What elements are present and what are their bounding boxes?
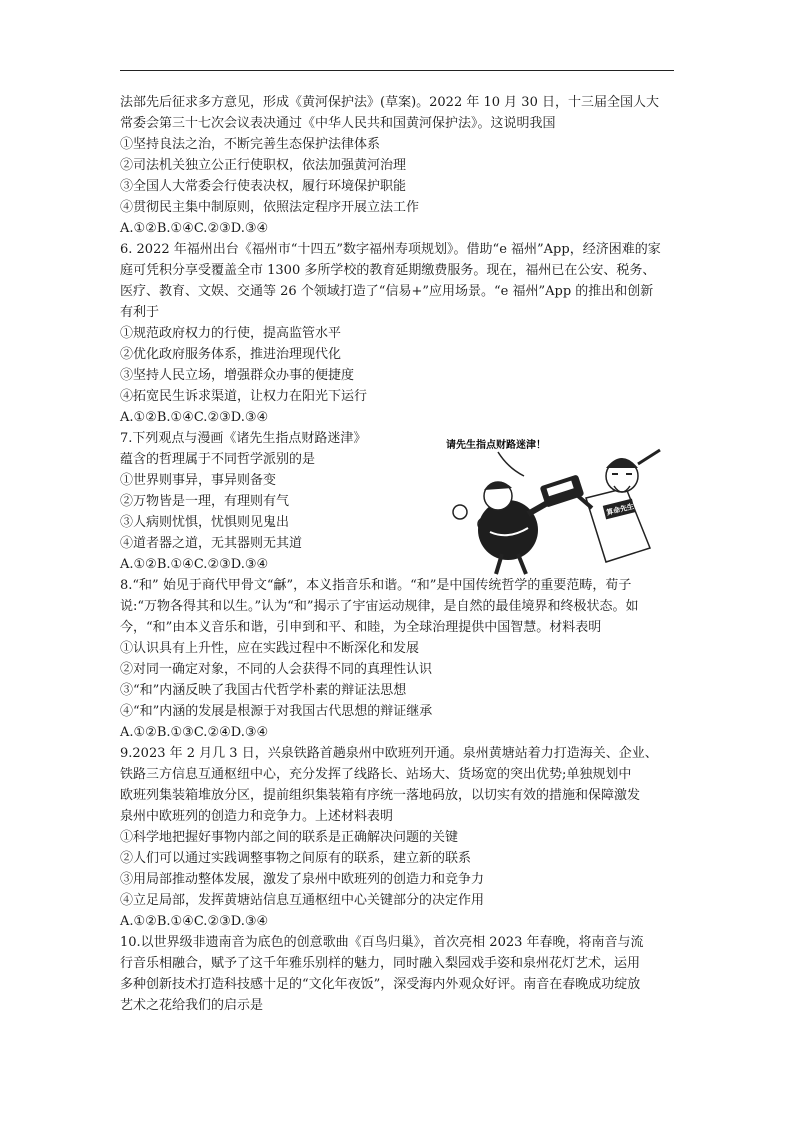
header-rule [120, 70, 674, 71]
question-stem-line: 泉州中欧班列的创造力和竞争力。上述材料表明 [120, 809, 394, 824]
question-stem-line: 法部先后征求多方意见，形成《黄河保护法》(草案)。2022 年 10 月 30 日，十三届全国人大 [120, 95, 659, 110]
question-stem-line: 行音乐相融合，赋予了这千年雅乐别样的魅力，同时融入梨园戏手姿和泉州花灯艺术，运用 [120, 956, 641, 971]
option-2: ②司法机关独立公正行使职权，依法加强黄河治理 [120, 158, 407, 173]
question-stem-line: 常委会第三十七次会议表决通过《中华人民共和国黄河保护法》。这说明我国 [120, 116, 556, 131]
option-4: ④贯彻民主集中制原则，依照法定程序开展立法工作 [120, 200, 420, 215]
answer-choices: A.①②B.①③C.②④D.③④ [120, 725, 269, 740]
answer-choices: A.①②B.①④C.②③D.③④ [120, 221, 269, 236]
question-stem-line: 10.以世界级非遗南音为底色的创意歌曲《百鸟归巢》，首次亮相 2023 年春晚，将南音与流 [120, 935, 644, 950]
speech-line [498, 452, 524, 476]
option-4: ④拓宽民生诉求渠道，让权力在阳光下运行 [120, 389, 368, 404]
exam-page [120, 92, 676, 1016]
option-2: ②优化政府服务体系，推进治理现代化 [120, 347, 342, 362]
money-box-icon [540, 474, 585, 507]
option-2: ②对同一确定对象，不同的人会获得不同的真理性认识 [120, 662, 433, 677]
question-stem-line: 说:“万物各得其和以生。”认为“和”揭示了宇宙运动规律，是自然的最佳境界和终极状态。如 [120, 599, 639, 614]
question-stem-line: 庭可凭积分享受覆盖全市 1300 多所学校的教育延期缴费服务。现在，福州已在公安、税务、 [120, 263, 656, 278]
question-stem-line: 7.下列观点与漫画《诸先生指点财路迷津》 [120, 431, 367, 446]
question-7 [120, 428, 676, 575]
cartoon-caption: 请先生指点财路迷津！ [446, 440, 546, 451]
option-3: ③用局部推动整体发展，激发了泉州中欧班列的创造力和竞争力 [120, 872, 485, 887]
question-stem-line: 艺术之花给我们的启示是 [120, 998, 264, 1013]
option-1: ①世界则事异，事异则备变 [120, 473, 277, 488]
question-stem-line: 多种创新技术打造科技感十足的“文化年夜饭”，深受海内外观众好评。南音在春晚成功绽放 [120, 977, 641, 992]
question-10 [120, 932, 676, 1016]
option-2: ②人们可以通过实践调整事物之间原有的联系，建立新的联系 [120, 851, 472, 866]
answer-choices: A.①②B.①④C.②③D.③④ [120, 914, 269, 929]
question-7-text [120, 428, 420, 575]
question-stem-line: 欧班列集装箱堆放分区，提前组织集装箱有序统一落地码放，以切实有效的措施和保障激发 [120, 788, 641, 803]
option-3: ③人病则忧惧，忧惧则见鬼出 [120, 515, 290, 530]
question-6 [120, 239, 676, 428]
option-2: ②万物皆是一理，有理则有气 [120, 494, 290, 509]
option-3: ③坚持人民立场，增强群众办事的便捷度 [120, 368, 355, 383]
question-stem-line: 8.“和” 始见于商代甲骨文“龢”，本义指音乐和谐。“和”是中国传统哲学的重要范畴，荀子 [120, 578, 632, 593]
question-9 [120, 743, 676, 932]
question-stem-line: 有利于 [120, 305, 160, 320]
answer-choices: A.①②B.①④C.②③D.③④ [120, 557, 269, 572]
fortune-teller-figure [578, 450, 660, 562]
question-stem-line: 9.2023 年 2 月几 3 日，兴泉铁路首趟泉州中欧班列开通。泉州黄塘站着力打造海关、企业、 [120, 746, 658, 761]
option-1: ①规范政府权力的行使，提高监管水平 [120, 326, 342, 341]
option-4: ④立足局部，发挥黄塘站信息互通枢纽中心关键部分的决定作用 [120, 893, 485, 908]
question-stem-line: 6. 2022 年福州出台《福州市“十四五”数字福州寿项规划》。借助“e 福州”App，经济困难的家 [120, 242, 661, 257]
option-1: ①认识具有上升性，应在实践过程中不断深化和发展 [120, 641, 420, 656]
question-8 [120, 575, 676, 743]
option-3: ③全国人大常委会行使表决权，履行环境保护职能 [120, 179, 407, 194]
fortune-teller-cartoon [438, 428, 670, 578]
question-stem-line: 蕴含的哲理属于不同哲学派别的是 [120, 452, 316, 467]
option-3: ③“和”内涵反映了我国古代哲学朴素的辩证法思想 [120, 683, 407, 698]
question-stem-line: 医疗、教育、文娱、交通等 26 个领域打造了“信易+”应用场景。“e 福州”App 的推出和创新 [120, 284, 654, 299]
question-stem-line: 今，“和”由本义音乐和谐，引申到和平、和睦，为全球治理提供中国智慧。材料表明 [120, 620, 602, 635]
coin-icon [453, 505, 467, 519]
option-4: ④“和”内涵的发展是根源于对我国古代思想的辩证继承 [120, 704, 433, 719]
answer-choices: A.①②B.①④C.②③D.③④ [120, 410, 269, 425]
question-5 [120, 92, 676, 239]
option-1: ①坚持良法之治，不断完善生态保护法律体系 [120, 137, 381, 152]
question-stem-line: 铁路三方信息互通枢纽中心，充分发挥了线路长、站场大、货场宽的突出优势;单独规划中 [120, 767, 632, 782]
option-4: ④道者器之道，无其器则无其道 [120, 536, 303, 551]
fortune-sign: 算命先生 [605, 502, 635, 517]
option-1: ①科学地把握好事物内部之间的联系是正确解决问题的关键 [120, 830, 459, 845]
